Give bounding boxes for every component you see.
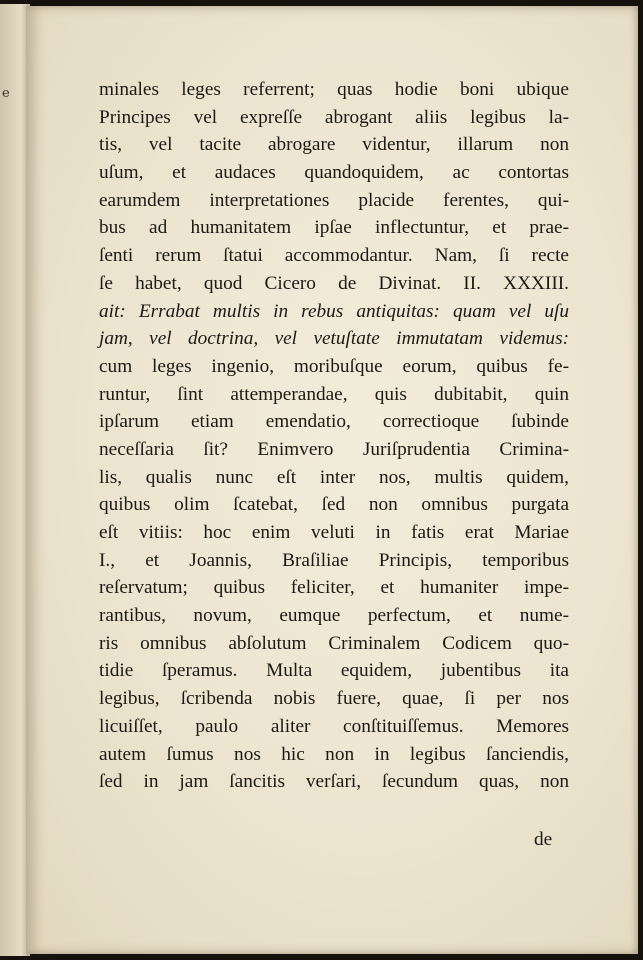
text-line: quibus olim ſcatebat, ſed non omnibus purgata bbox=[99, 494, 569, 516]
text-line: neceſſaria ſit? Enimvero Juriſprudentia Crimina- bbox=[99, 438, 569, 460]
text-line: ipſarum etiam emendatio, correctioque ſubinde bbox=[99, 411, 569, 433]
text-line: licuiſſet, paulo aliter conſtituiſſemus. Memores bbox=[99, 715, 569, 737]
text-line-italic-quote: jam, vel doctrina, vel vetuſtate immutatam videmus: bbox=[99, 328, 569, 350]
text-line: Principes vel expreſſe abrogant aliis legibus la- bbox=[99, 106, 569, 128]
text-line: ſenti rerum ſtatui accommodantur. Nam, ſi recte bbox=[99, 245, 569, 267]
catchword: de bbox=[534, 829, 553, 850]
text-line: bus ad humanitatem ipſae inflectuntur, et prae- bbox=[99, 217, 569, 239]
text-line: earumdem interpretationes placide ferentes, qui- bbox=[99, 189, 569, 211]
text-line: ſe habet, quod Cicero de Divinat. II. XXXIII. bbox=[99, 272, 569, 294]
previous-page-text-fragment: e bbox=[2, 86, 10, 101]
page-text-block bbox=[99, 76, 569, 796]
text-line: cum leges ingenio, moribuſque eorum, quibus fe- bbox=[99, 355, 569, 377]
text-line: ſed in jam ſancitis verſari, ſecundum quas, non bbox=[99, 771, 569, 793]
text-line-italic-quote: ait: Errabat multis in rebus antiquitas: quam vel uſu bbox=[99, 300, 569, 322]
text-line: autem ſumus nos hic non in legibus ſanciendis, bbox=[99, 743, 569, 765]
text-line: I., et Joannis, Braſiliae Principis, temporibus bbox=[99, 549, 569, 571]
text-line: lis, qualis nunc eſt inter nos, multis quidem, bbox=[99, 466, 569, 488]
book-page bbox=[26, 6, 638, 954]
text-line: tis, vel tacite abrogare videntur, illarum non bbox=[99, 134, 569, 156]
text-line: runtur, ſint attemperandae, quis dubitabit, quin bbox=[99, 383, 569, 405]
text-line: ris omnibus abſolutum Criminalem Codicem quo- bbox=[99, 632, 569, 654]
text-line: tidie ſperamus. Multa equidem, jubentibus ita bbox=[99, 660, 569, 682]
text-line: minales leges referrent; quas hodie boni ubique bbox=[99, 79, 569, 100]
text-line: uſum, et audaces quandoquidem, ac contortas bbox=[99, 162, 569, 184]
text-line: legibus, ſcribenda nobis fuere, quae, ſi per nos bbox=[99, 688, 569, 710]
text-line: eſt vitiis: hoc enim veluti in fatis erat Mariae bbox=[99, 522, 569, 543]
text-line: reſervatum; quibus feliciter, et humaniter impe- bbox=[99, 577, 569, 599]
text-line: rantibus, novum, eumque perfectum, et nume- bbox=[99, 605, 569, 627]
